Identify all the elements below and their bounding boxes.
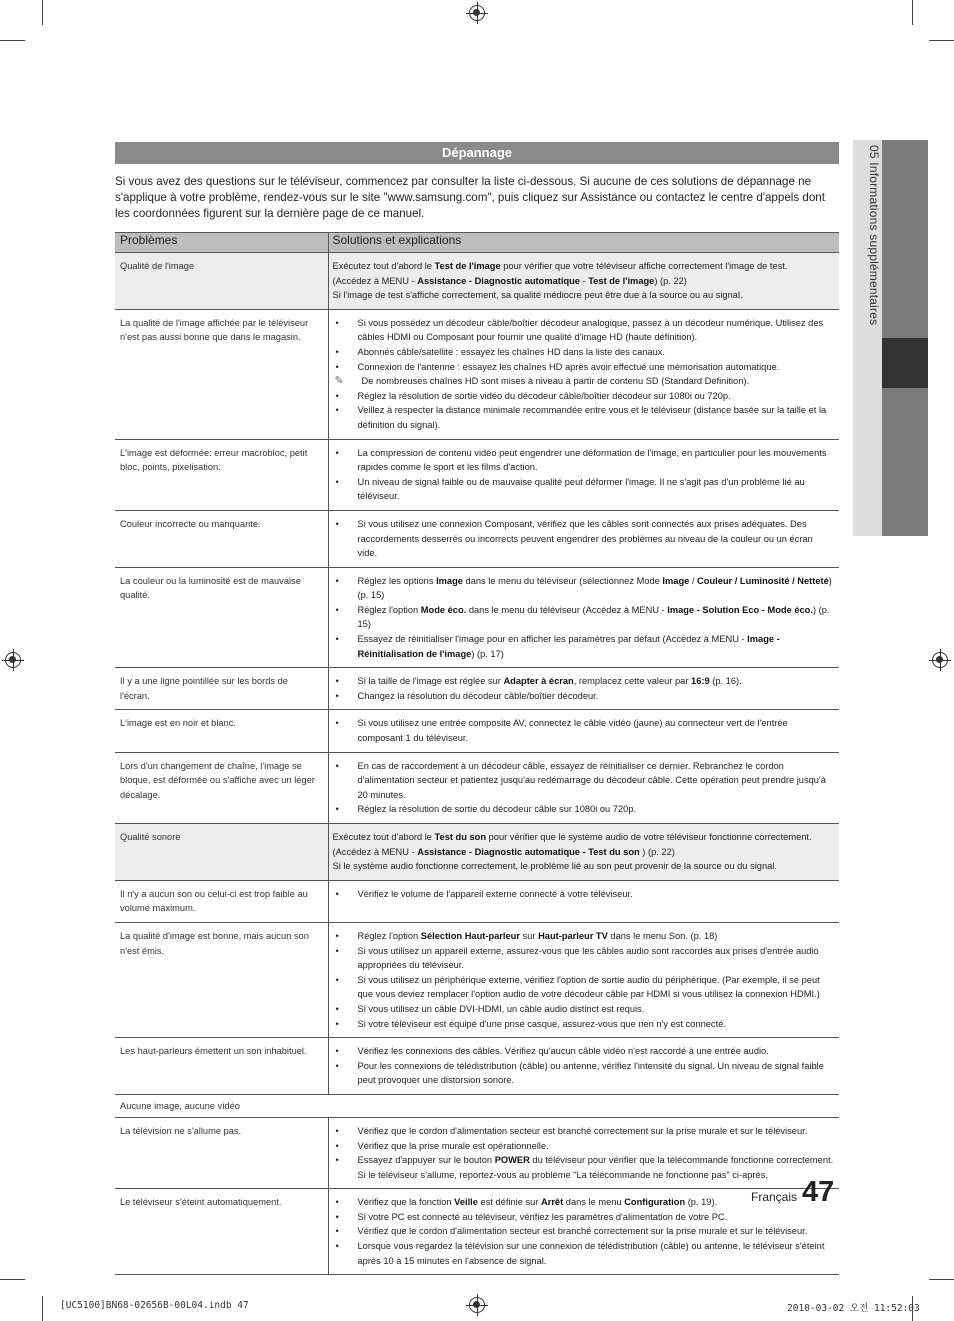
problem-cell: Il y a une ligne pointillée sur les bords de l'écran. [115,668,328,710]
solution-cell: • Si la taille de l'image est réglée sur Adapter à écran, remplacez cette valeur par 16:9 (p. 16). • Changez la résolution du décodeur câble/boîtier décodeur. [328,668,839,710]
crop-mark [912,0,913,25]
column-header-problems: Problèmes [115,233,328,253]
registration-mark-icon [932,652,948,668]
solution-cell: Exécutez tout d'abord le Test du son pour vérifier que le système audio de votre téléviseur fonctionne correctement. (Accédez à MENU - Assistance - Diagnostic automatique - Test du son ) (p. 22) Si le système audio fonctionne correctement, le problème lié au son peut provenir de la source ou du signal. [328,824,839,881]
table-row [115,710,839,752]
crop-mark [42,0,43,25]
table-row [115,510,839,567]
solution-cell: • En cas de raccordement à un décodeur câble, essayez de réinitialiser ce dernier. Rebranchez le cordon d'alimentation secteur et patientez jusqu'au redémarrage du décodeur câble. Cette opération peut prendre jusqu'à 20 minutes. • Réglez la résolution de sortie du décodeur câble sur 1080i ou 720p. [328,752,839,823]
column-header-solutions: Solutions et explications [328,233,839,253]
solution-cell: • Réglez l'option Sélection Haut-parleur sur Haut-parleur TV dans le menu Son. (p. 18) • Si vous utilisez un appareil externe, assurez-vous que les câbles audio sont raccordés aux prises d'entrée audio appropriées du téléviseur. • Si vous utilisez un périphérique externe, vérifiez l'option de sortie audio du périphérique. (Par exemple, il se peut que vous deviez remplacer l'option audio de votre décodeur câble par HDMI si vous utilisez la connexion HDMI.) • Si vous utilisez un câble DVI-HDMI, un câble audio distinct est requis. • Si votre téléviseur est équipé d'une prise casque, assurez-vous que rien n'y est connecté. [328,922,839,1037]
problem-cell: La qualité de l'image affichée par le téléviseur n'est pas aussi bonne que dans le magasin. [115,309,328,439]
solution-cell: • Réglez les options Image dans le menu du téléviseur (sélectionnez Mode Image / Couleur / Luminosité / Netteté) (p. 15) • Réglez l'option Mode éco. dans le menu du téléviseur (Accédez à MENU - Image - Solution Eco - Mode éco.) (p. 15) • Essayez de réinitialiser l'image pour en afficher les paramètres par défaut (Accédez à MENU - Image - Réinitialisation de l'image) (p. 17) [328,567,839,668]
section-title: Dépannage [115,142,839,164]
registration-mark-icon [5,652,21,668]
table-row [115,309,839,439]
problem-cell: Couleur incorrecte ou manquante. [115,510,328,567]
table-row [115,668,839,710]
table-row [115,253,839,310]
page-number: 47 [802,1176,835,1208]
table-row [115,567,839,668]
intro-paragraph: Si vous avez des questions sur le téléviseur, commencez par consulter la liste ci-dessous. Si aucune de ces solutions de dépannage ne s'applique à votre problème, rendez-vous sur le site "www.samsung.com", puis cliquez sur Assistance ou contactez le centre d'appels dont les coordonnées figurent sur la dernière page de ce manuel. [115,175,825,220]
problem-cell: Il n'y a aucun son ou celui-ci est trop faible au volume maximum. [115,880,328,922]
table-row [115,880,839,922]
crop-mark [0,40,25,41]
crop-mark [42,1296,43,1321]
troubleshooting-table [115,232,839,1275]
problem-cell: L'image est déformée: erreur macrobloc, petit bloc, points, pixelisation. [115,439,328,510]
solution-cell: • Vérifiez les connexions des câbles. Vérifiez qu'aucun câble vidéo n'est raccordé à une entrée audio. • Pour les connexions de télédistribution (câble) ou antenne, vérifiez l'intensité du signal. Un niveau de signal faible peut provoquer une distorsion sonore. [328,1038,839,1095]
chapter-tab-marker [882,338,928,388]
crop-mark [929,40,954,41]
solution-cell: • Vérifiez que le cordon d'alimentation secteur est branché correctement sur la prise murale et sur le téléviseur. • Vérifiez que la prise murale est opérationnelle. • Essayez d'appuyer sur le bouton POWER du téléviseur pour vérifier que la télécommande fonctionne correctement. Si le téléviseur s'allume, reportez-vous au problème "La télécommande ne fonctionne pas" ci-après. [328,1117,839,1188]
problem-cell: L'image est en noir et blanc. [115,710,328,752]
solution-cell: • Si vous possédez un décodeur câble/boîtier décodeur analogique, passez à un décodeur numérique. Utilisez des câbles HDMI ou Composant pour fournir une qualité d'image HD (haute définition). • Abonnés câble/satellite : essayez les chaînes HD dans la liste des canaux. • Connexion de l'antenne : essayez les chaînes HD après avoir effectué une mémorisation automatique. ✎ De nombreuses chaînes HD sont mises à niveau à partir de contenu SD (Standard Definition). • Réglez la résolution de sortie vidéo du décodeur câble/boîtier décodeur sur 1080i ou 720p. • Veillez à respecter la distance minimale recommandée entre vous et le téléviseur (distance basée sur la taille et la définition du signal). [328,309,839,439]
problem-cell: La couleur ou la luminosité est de mauvaise qualité. [115,567,328,668]
problem-cell: La qualité d'image est bonne, mais aucun son n'est émis. [115,922,328,1037]
table-row [115,1189,839,1275]
crop-mark [0,1279,25,1280]
problem-cell: La télévision ne s'allume pas. [115,1117,328,1188]
problem-cell: Le téléviseur s'éteint automatiquement. [115,1189,328,1275]
solution-cell: • La compression de contenu vidéo peut engendrer une déformation de l'image, en particulier pour les mouvements rapides comme le sport et les films d'action. • Un niveau de signal faible ou de mauvaise qualité peut déformer l'image. Il ne s'agit pas d'un problème lié au téléviseur. [328,439,839,510]
table-row [115,922,839,1037]
imprint-timestamp: 2010-03-02 오전 11:52:03 [787,1303,920,1314]
imprint-filename: [UC5100]BN68-02656B-00L04.indb 47 [60,1300,249,1311]
footer-language: Français [751,1190,798,1204]
solution-cell: • Vérifiez le volume de l'appareil externe connecté à votre téléviseur. [328,880,839,922]
table-row [115,752,839,823]
section-label: Aucune image, aucune vidéo [115,1094,839,1117]
crop-mark [929,1279,954,1280]
solution-cell: • Vérifiez que la fonction Veille est définie sur Arrêt dans le menu Configuration (p. 19). • Si votre PC est connecté au téléviseur, vérifiez les paramètres d'alimentation de votre PC. • Vérifiez que le cordon d'alimentation secteur est branché correctement sur la prise murale et sur le téléviseur. • Lorsque vous regardez la télévision sur une connexion de télédistribution (câble) ou antenne, le téléviseur s'éteint après 10 à 15 minutes en l'absence de signal. [328,1189,839,1275]
table-row [115,824,839,881]
solution-cell: • Si vous utilisez une connexion Composant, vérifiez que les câbles sont connectés aux prises adéquates. Des raccordements desserrés ou incorrects peuvent engendrer des problèmes au niveau de la couleur ou un écran vide. [328,510,839,567]
registration-mark-icon [469,1297,485,1313]
registration-mark-icon [469,5,485,21]
table-row [115,1117,839,1188]
problem-cell: Qualité de l'image [115,253,328,310]
solution-cell: Exécutez tout d'abord le Test de l'image pour vérifier que votre téléviseur affiche correctement l'image de test. (Accédez à MENU - Assistance - Diagnostic automatique - Test de l'image) (p. 22) Si l'image de test s'affiche correctement, sa qualité médiocre peut être due à la source ou au signal. [328,253,839,310]
table-row [115,439,839,510]
table-section-row [115,1094,839,1117]
problem-cell: Les haut-parleurs émettent un son inhabituel. [115,1038,328,1095]
table-row [115,1038,839,1095]
chapter-tab-label: 05 Informations supplémentaires [867,145,881,326]
problem-cell: Qualité sonore [115,824,328,881]
solution-cell: • Si vous utilisez une entrée composite AV, connectez le câble vidéo (jaune) au connecteur vert de l'entrée composant 1 du téléviseur. [328,710,839,752]
problem-cell: Lors d'un changement de chaîne, l'image se bloque, est déformée ou s'affiche avec un léger décalage. [115,752,328,823]
